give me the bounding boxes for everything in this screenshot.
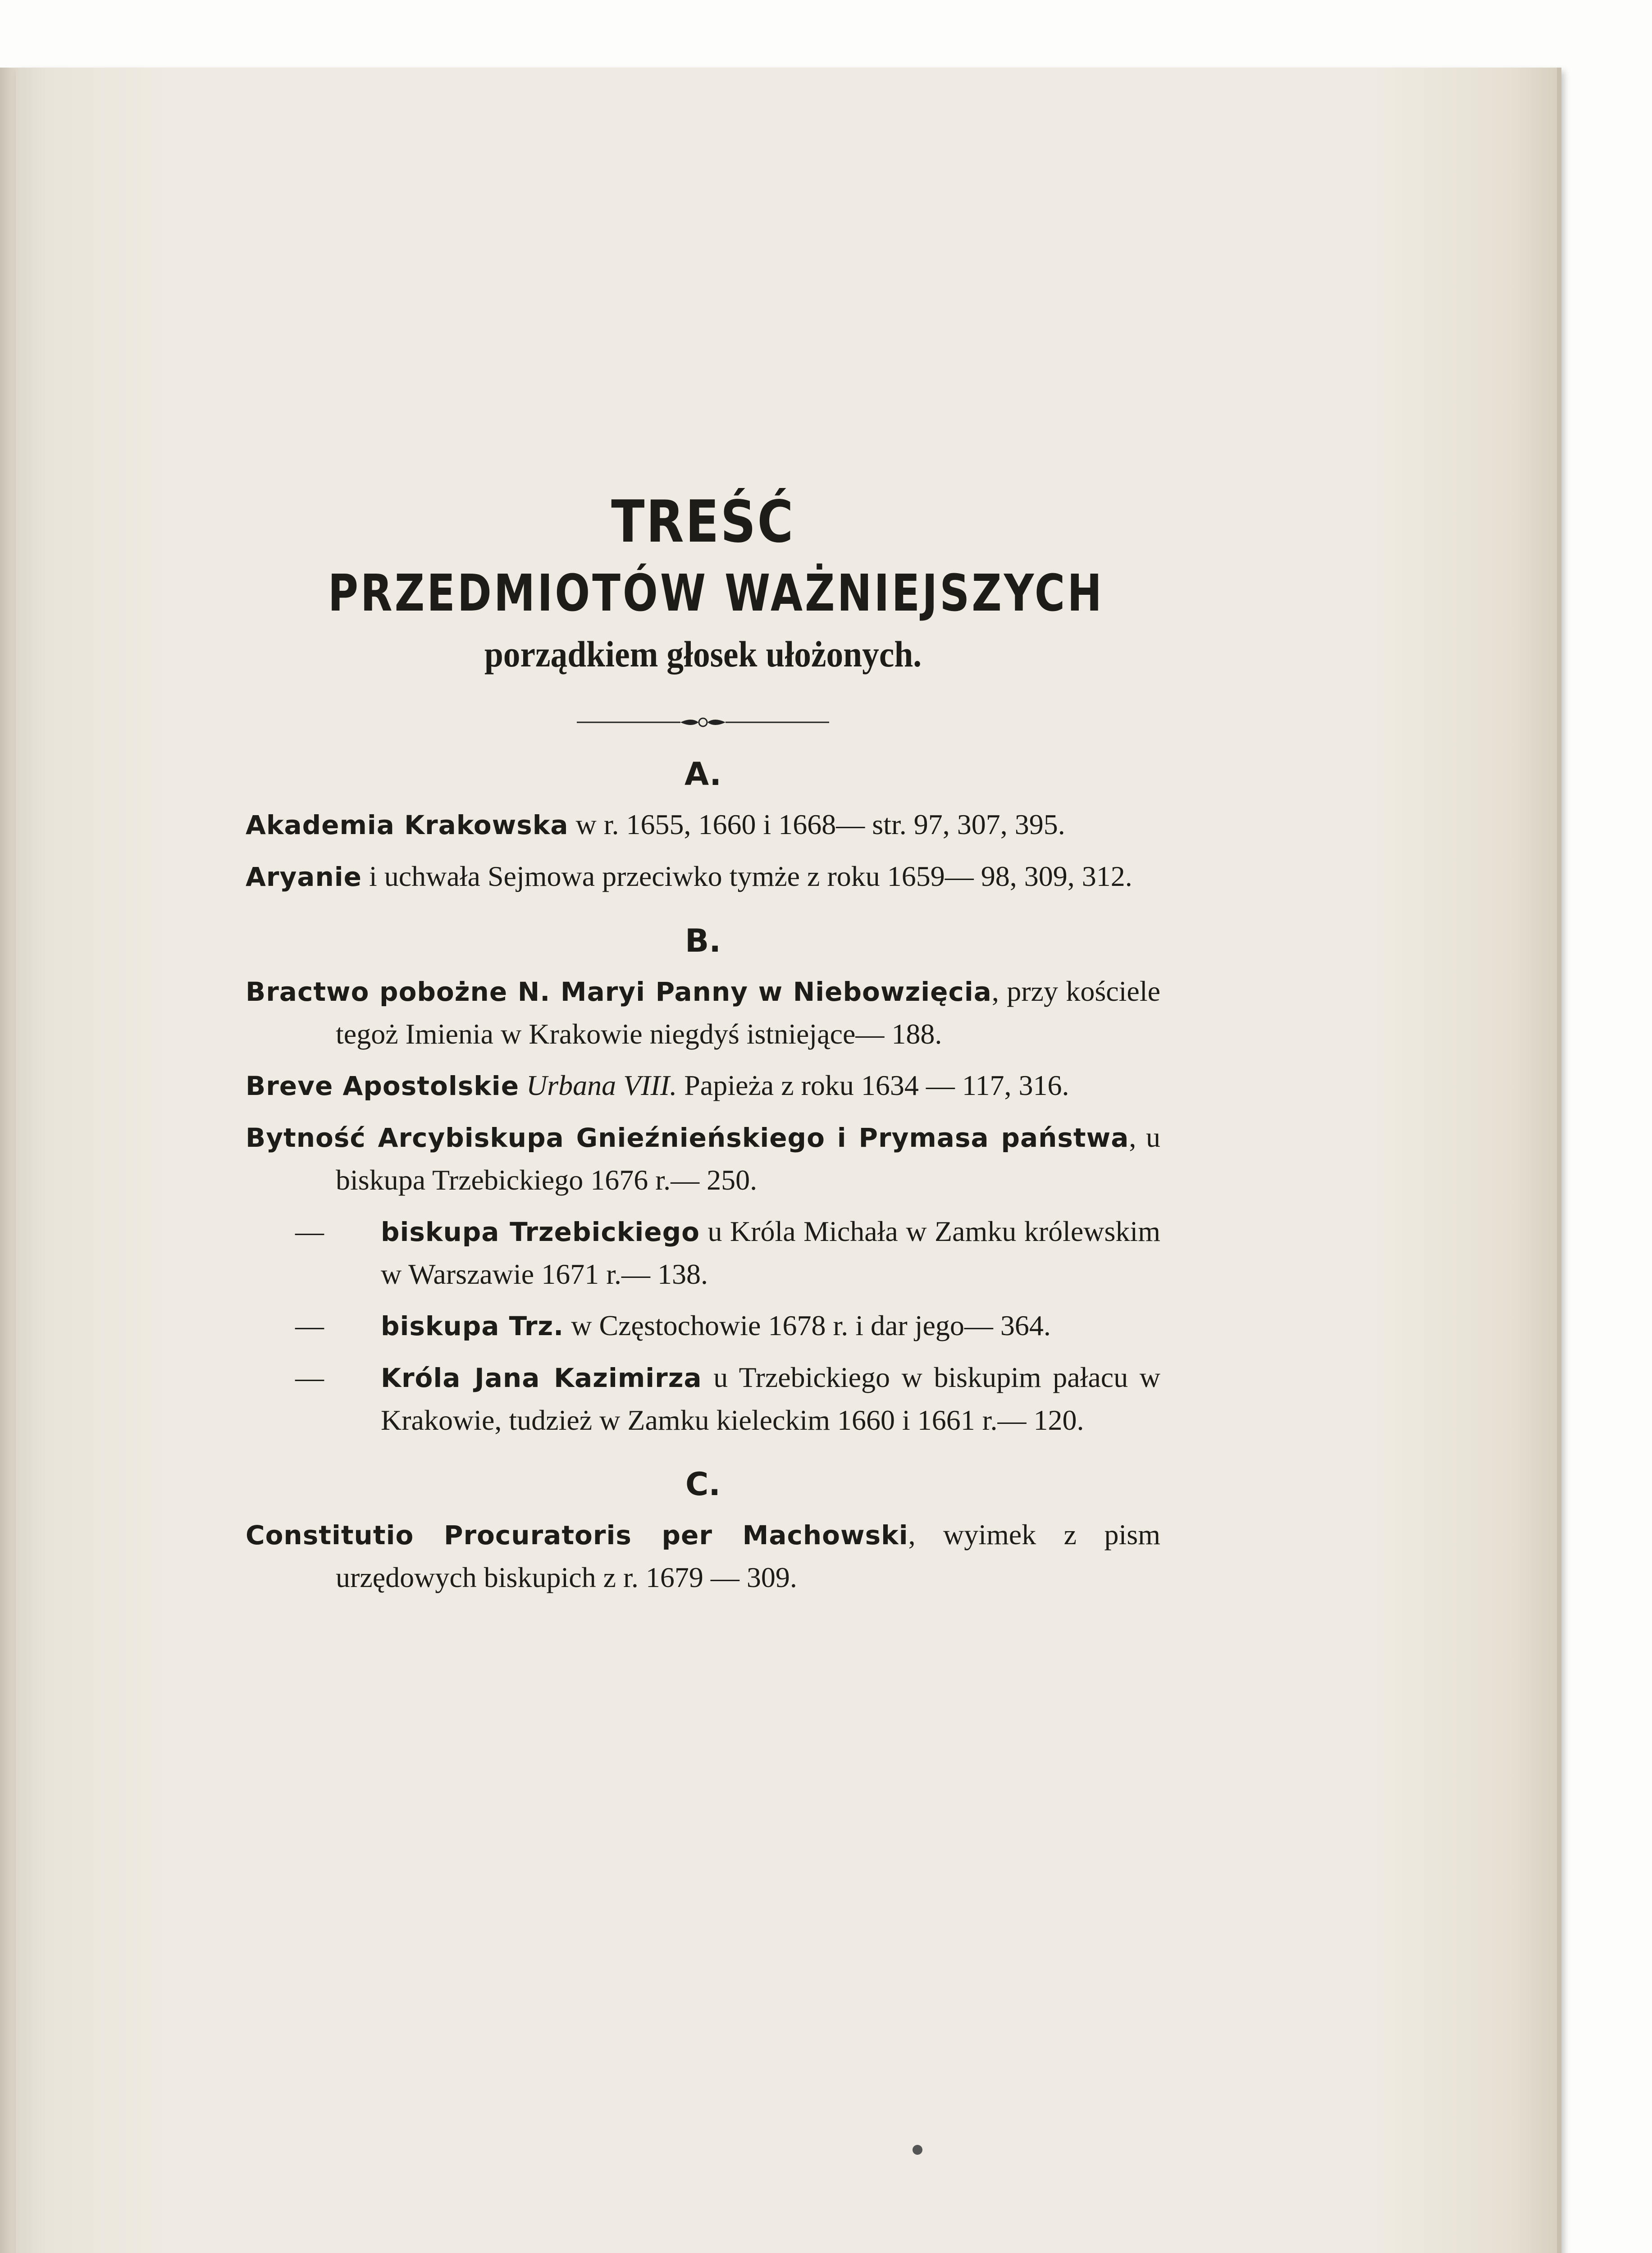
- section-letter-a: A.: [684, 756, 722, 793]
- entry-head: Bytność Arcybiskupa Gnieźnieńskiego i Prymasa państwa: [246, 1122, 1129, 1153]
- section-letter-c: C.: [685, 1466, 721, 1503]
- entry-head: Breve Apostolskie: [246, 1071, 520, 1101]
- index-subentry: [246, 1210, 1160, 1295]
- index-subentry: [246, 1304, 1160, 1347]
- entry-head: Bractwo pobożne N. Maryi Panny w Niebowzięcia: [246, 976, 992, 1007]
- ornament-divider-icon: [577, 713, 829, 731]
- entry-head: Constitutio Procuratoris per Machowski: [246, 1520, 908, 1551]
- ink-spot: [913, 2145, 922, 2155]
- index-entry: [246, 1116, 1160, 1201]
- entry-italic: Urbana VIII.: [526, 1069, 677, 1101]
- index-entry: [246, 1514, 1160, 1599]
- entry-text: , u biskupa Trzebickiego 1676 r.— 250.: [336, 1121, 1160, 1196]
- subentry-head: biskupa Trzebickiego: [381, 1217, 700, 1247]
- index-entry: [246, 970, 1160, 1055]
- page-subtitle: PRZEDMIOTÓW WAŻNIEJSZYCH: [328, 564, 1104, 623]
- subentry-dash: —: [295, 1361, 324, 1393]
- index-subentry: [246, 1356, 1160, 1441]
- subentry-dash: —: [295, 1215, 324, 1247]
- subentry-text: u Króla Michała w Zamku królewskim w Warszawie 1671 r.— 138.: [381, 1215, 1160, 1290]
- section-letter-b: B.: [685, 922, 721, 959]
- subentry-text: w Częstochowie 1678 r. i dar jego— 364.: [564, 1309, 1051, 1341]
- index-entry: [246, 855, 1160, 898]
- subentry-dash: —: [295, 1309, 324, 1341]
- page-content: [246, 488, 1161, 1608]
- page-title: TREŚĆ: [611, 488, 795, 556]
- subentry-text: u Trzebickiego w biskupim pałacu w Krakowie, tudzież w Zamku kieleckim 1660 i 1661 r.— 120.: [381, 1361, 1160, 1436]
- entry-text: , przy kościele tegoż Imienia w Krakowie niegdyś istniejące— 188.: [336, 975, 1161, 1050]
- entry-head: Akademia Krakowska: [246, 810, 569, 840]
- page-left-edge: [0, 68, 18, 2253]
- entry-text: Papieża z roku 1634 — 117, 316.: [677, 1069, 1069, 1101]
- entry-text: i uchwała Sejmowa przeciwko tymże z roku 1659— 98, 309, 312.: [361, 860, 1132, 892]
- entry-text: , wyimek z pism urzędowych biskupich z r. 1679 — 309.: [336, 1519, 1160, 1593]
- index-entry: [246, 803, 1160, 846]
- subentry-head: Króla Jana Kazimirza: [381, 1363, 702, 1393]
- index-entry: [246, 1064, 1160, 1107]
- page-subtitle-line2: porządkiem głosek ułożonych.: [484, 634, 922, 675]
- subentry-head: biskupa Trz.: [381, 1311, 564, 1341]
- entry-head: Aryanie: [246, 862, 362, 892]
- entry-text: w r. 1655, 1660 i 1668— str. 97, 307, 395.: [568, 808, 1065, 840]
